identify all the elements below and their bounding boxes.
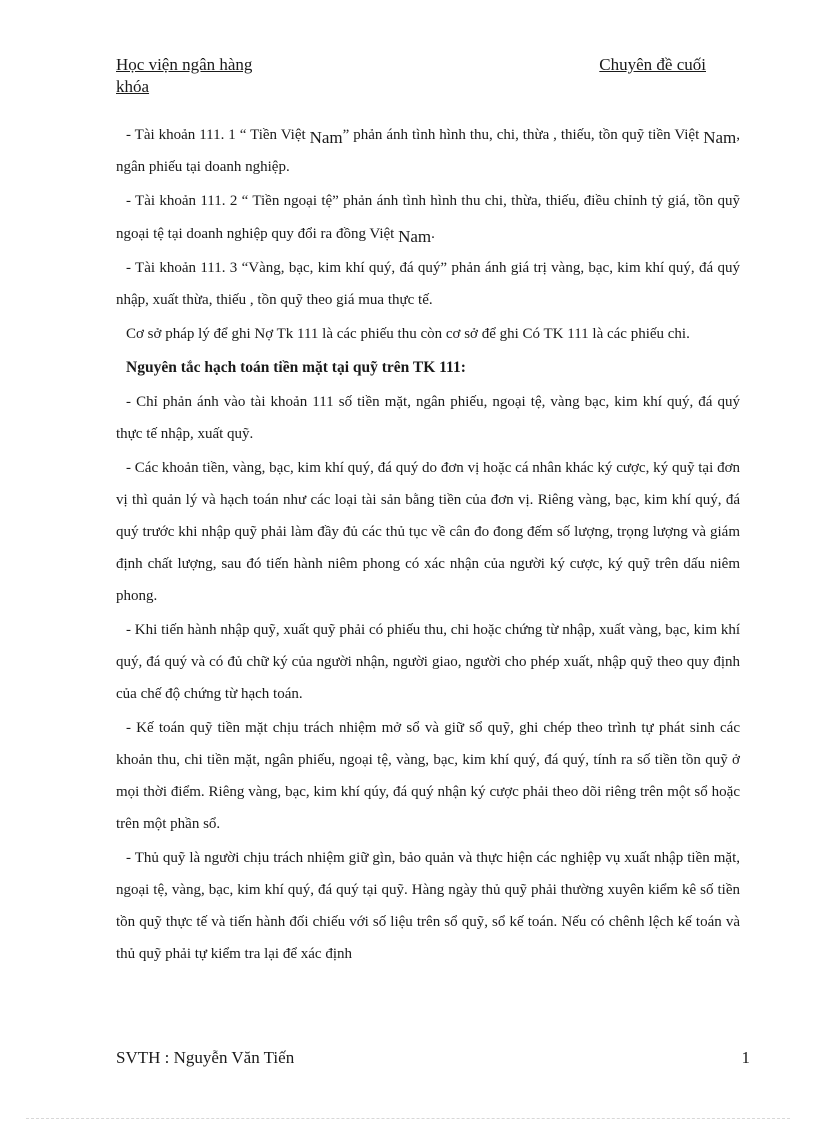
- paragraph-tk-1112: - Tài khoản 111. 2 “ Tiền ngoại tệ” phản ánh tình hình thu chi, thừa, thiếu, điều chỉnh tỷ giá, tồn quỹ ngoại tệ tại doanh nghiệp quy đổi ra đồng Việt Nam.: [116, 193, 740, 246]
- section-heading: Nguyên tắc hạch toán tiền mặt tại quỹ trên TK 111:: [126, 359, 466, 376]
- document-body: [116, 118, 740, 972]
- page-break-line: [26, 1118, 790, 1119]
- paragraph-legal-basis: Cơ sở pháp lý để ghi Nợ Tk 111 là các phiếu thu còn cơ sở để ghi Có TK 111 là các phiếu chi.: [126, 326, 690, 342]
- paragraph-tk-1111: - Tài khoản 111. 1 “ Tiền Việt Nam” phản ánh tình hình thu, chi, thừa , thiếu, tồn quỹ tiền Việt Nam, ngân phiếu tại doanh nghiệp.: [116, 127, 740, 175]
- institution-name: Học viện ngân hàng: [116, 55, 253, 74]
- paragraph-principle-2: - Các khoản tiền, vàng, bạc, kim khí quý, đá quý do đơn vị hoặc cá nhân khác ký cược, ký quỹ tại đơn vị thì quản lý và hạch toán như các loại tài sản bằng tiền của đơn vị. Riêng vàng, bạc, kim khí quý, đá quý trước khi nhập quỹ phải làm đầy đủ các thủ tục về cân đo đong đếm số lượng, trọng lượng và giám định chất lượng, sau đó tiến hành niêm phong có xác nhận của người ký cược, ký quỹ trên dấu niêm phong.: [116, 460, 740, 604]
- page-number: 1: [741, 1048, 750, 1067]
- paragraph-principle-4: - Kế toán quỹ tiền mặt chịu trách nhiệm mở sổ và giữ sổ quỹ, ghi chép theo trình tự phát sinh các khoản thu, chi tiền mặt, ngân phiếu, ngoại tệ, vàng, bạc, kim khí quý, đá quý, tính ra số tiền tồn quỹ ở mọi thời điểm. Riêng vàng, bạc, kim khí qúy, đá quý nhận ký cược phải theo dõi riêng trên một sổ hoặc trên một phần sổ.: [116, 720, 740, 832]
- author-name: SVTH : Nguyễn Văn Tiến: [116, 1048, 295, 1067]
- header-continuation: khóa: [116, 77, 150, 96]
- document-type: Chuyên đề cuối: [599, 55, 706, 74]
- paragraph-principle-5: - Thủ quỹ là người chịu trách nhiệm giữ gìn, bảo quản và thực hiện các nghiệp vụ xuất nhập tiền mặt, ngoại tệ, vàng, bạc, kim khí quý, đá quý tại quỹ. Hàng ngày thủ quỹ phải thường xuyên kiểm kê số tiền tồn quỹ thực tế và tiến hành đối chiếu với số liệu trên sổ quỹ, sổ kế toán. Nếu có chênh lệch kế toán và thủ quỹ phải tự kiểm tra lại để xác định: [116, 850, 740, 962]
- page-header: [116, 54, 706, 98]
- header-row: [116, 54, 706, 76]
- paragraph-principle-1: - Chỉ phản ánh vào tài khoản 111 số tiền mặt, ngân phiếu, ngoại tệ, vàng bạc, kim khí quý, đá quý thực tế nhập, xuất quỹ.: [116, 394, 740, 442]
- paragraph-tk-1113: - Tài khoản 111. 3 “Vàng, bạc, kim khí quý, đá quý” phản ánh giá trị vàng, bạc, kim khí quý, đá quý nhập, xuất thừa, thiếu , tồn quỹ theo giá mua thực tế.: [116, 260, 740, 308]
- paragraph-principle-3: - Khi tiến hành nhập quỹ, xuất quỹ phải có phiếu thu, chi hoặc chứng từ nhập, xuất vàng, bạc, kim khí quý, đá quý và có đủ chữ ký của người nhận, người giao, người cho phép xuất, nhập quỹ theo quy định của chế độ chứng từ hạch toán.: [116, 622, 740, 702]
- page-footer: [116, 1048, 750, 1068]
